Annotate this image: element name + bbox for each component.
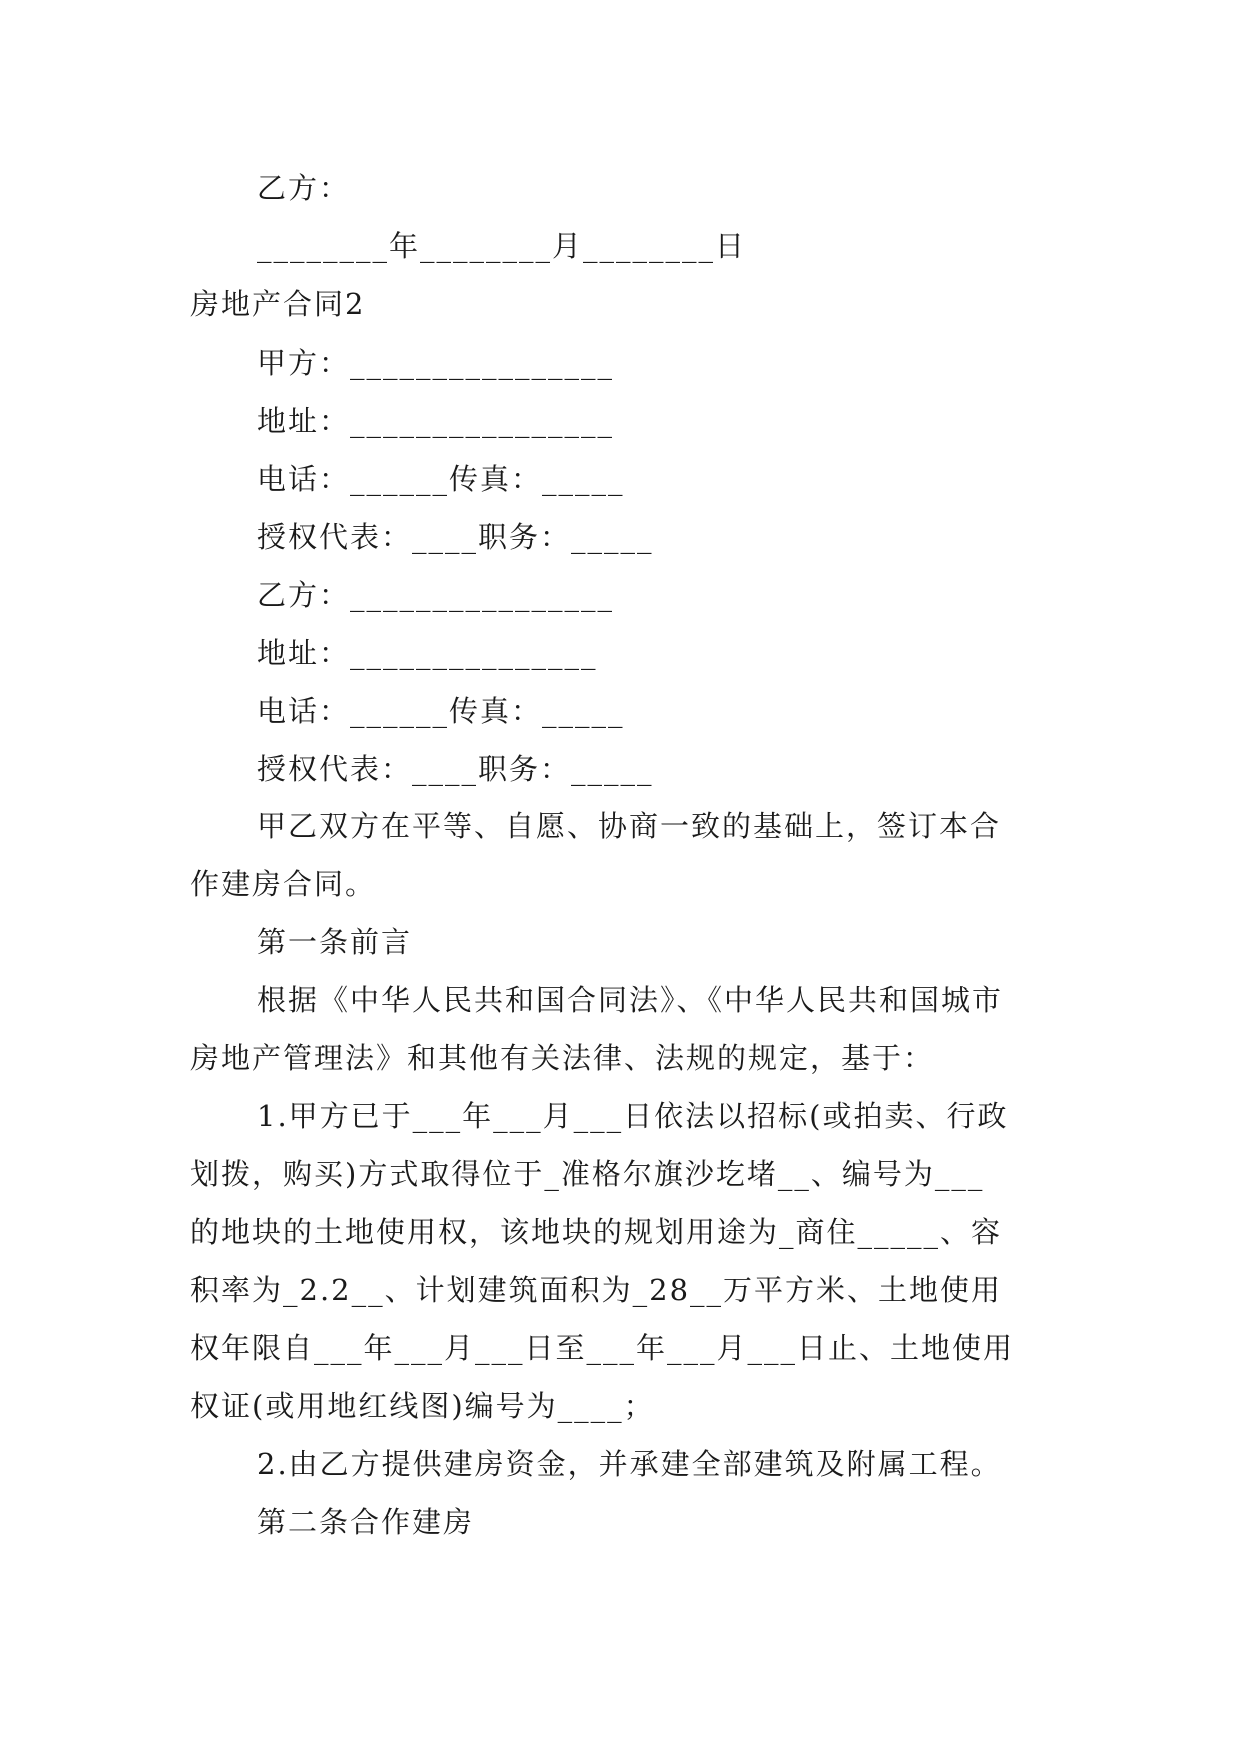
article-one-paragraph-line: 根据《中华人民共和国合同法》、《中华人民共和国城市 — [257, 983, 1004, 1017]
clause-one-line: 划拨，购买)方式取得位于_准格尔旗沙圪堵__、编号为___ — [190, 1157, 985, 1191]
party-a-name-field: 甲方：________________ — [257, 346, 615, 380]
signature-date-line: ________年________月________日 — [257, 229, 747, 263]
intro-paragraph-line: 作建房合同。 — [190, 867, 377, 901]
party-a-representative-field: 授权代表：____职务：_____ — [257, 520, 654, 554]
article-two-heading: 第二条合作建房 — [257, 1505, 475, 1539]
clause-one-line: 积率为_2.2__、计划建筑面积为_28__万平方米、土地使用 — [190, 1273, 1003, 1307]
clause-two-line: 2.由乙方提供建房资金，并承建全部建筑及附属工程。 — [257, 1447, 1002, 1481]
party-a-address-field: 地址：________________ — [257, 404, 615, 438]
party-b-phone-fax-field: 电话：______传真：_____ — [257, 694, 625, 728]
clause-one-line: 的地块的土地使用权，该地块的规划用途为_商住_____、容 — [190, 1215, 1003, 1249]
article-one-paragraph-line: 房地产管理法》和其他有关法律、法规的规定，基于： — [190, 1041, 935, 1075]
party-b-address-field: 地址：_______________ — [257, 636, 598, 670]
contract-title: 房地产合同2 — [190, 287, 366, 321]
article-one-heading: 第一条前言 — [257, 925, 413, 959]
party-b-signature-label: 乙方： — [257, 171, 351, 205]
party-b-name-field: 乙方：________________ — [257, 578, 615, 612]
clause-one-line: 1.甲方已于___年___月___日依法以招标(或拍卖、行政 — [257, 1099, 1009, 1133]
clause-one-line: 权年限自___年___月___日至___年___月___日止、土地使用 — [190, 1331, 1015, 1365]
intro-paragraph-line: 甲乙双方在平等、自愿、协商一致的基础上，签订本合 — [257, 809, 1002, 843]
party-b-representative-field: 授权代表：____职务：_____ — [257, 752, 654, 786]
clause-one-line: 权证(或用地红线图)编号为____； — [190, 1389, 655, 1423]
party-a-phone-fax-field: 电话：______传真：_____ — [257, 462, 625, 496]
